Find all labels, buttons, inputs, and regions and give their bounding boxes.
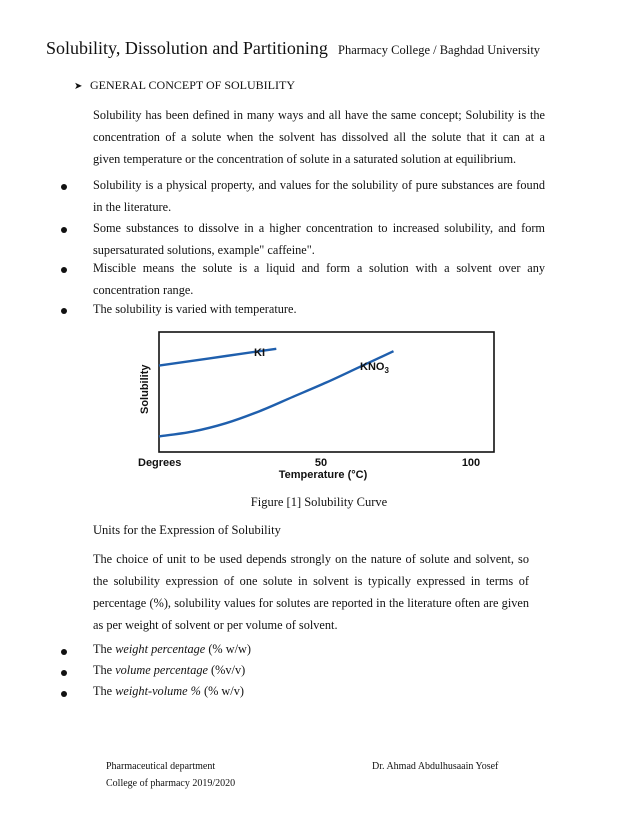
bullet-line: concentration range. — [93, 283, 194, 297]
bullet-dot-icon — [61, 267, 67, 273]
solubility-curve-chart — [128, 324, 508, 484]
units-heading: Units for the Expression of Solubility — [93, 523, 281, 537]
units-line: as per weight of solvent or per volume of solvent. — [93, 618, 338, 632]
arrow-bullet-icon: ➤ — [74, 81, 83, 92]
institution-label: Pharmacy College / Baghdad University — [338, 43, 541, 57]
series-label-kno3-subscript: 3 — [384, 366, 389, 375]
bullet-line: Some substances to dissolve in a higher concentration to increased solubility, and form — [93, 221, 545, 235]
units-line: percentage (%), solubility values for solutes are reported in the literature often are given — [93, 596, 529, 610]
footer-college: College of pharmacy 2019/2020 — [106, 778, 236, 789]
bullet-dot-icon — [61, 670, 67, 676]
bullet-item — [93, 298, 545, 320]
bullet-line: Solubility is a physical property, and values for the solubility of pure substances are found — [93, 178, 545, 192]
bullet-dot-icon — [61, 227, 67, 233]
intro-paragraph — [93, 104, 545, 170]
unit-suffix: (% w/v) — [204, 684, 244, 698]
unit-item — [93, 642, 251, 657]
unit-item — [93, 684, 244, 699]
bullet-item — [93, 217, 545, 261]
bullet-line: Miscible means the solute is a liquid and form a solution with a solvent over any — [93, 261, 545, 275]
unit-term: weight percentage — [115, 642, 206, 656]
bullet-dot-icon — [61, 184, 67, 190]
intro-line: Solubility has been defined in many ways and all have the same concept; Solubility is the — [93, 108, 545, 122]
footer-author: Dr. Ahmad Abdulhusaain Yosef — [372, 761, 499, 772]
unit-prefix: The — [93, 642, 113, 656]
page-title: Solubility, Dissolution and Partitioning — [46, 38, 328, 58]
section-heading-text: GENERAL CONCEPT OF SOLUBILITY — [90, 78, 296, 92]
units-line: The choice of unit to be used depends strongly on the nature of solute and solvent, so — [93, 552, 529, 566]
bullet-dot-icon — [61, 308, 67, 314]
x-tick-label: 50 — [314, 457, 328, 469]
y-axis-label: Solubility — [139, 364, 151, 414]
unit-term: volume percentage — [115, 663, 208, 677]
units-paragraph — [93, 548, 529, 636]
x-tick-label: 100 — [461, 457, 481, 469]
intro-line: given temperature or the concentration of solute in a saturated solution at equilibrium. — [93, 152, 517, 166]
intro-line: concentration of a solute when the solvent has dissolved all the solute that it can at a — [93, 130, 545, 144]
x-tick-label: Degrees — [138, 457, 182, 469]
bullet-dot-icon — [61, 649, 67, 655]
bullet-line: The solubility is varied with temperature. — [93, 302, 297, 316]
series-line-kno3 — [159, 351, 394, 436]
section-heading — [74, 78, 295, 93]
series-label-kno3-base: KNO — [360, 361, 385, 373]
figure-caption: Figure [1] Solubility Curve — [250, 495, 388, 509]
unit-term: weight-volume % — [115, 684, 201, 698]
bullet-dot-icon — [61, 691, 67, 697]
series-label-ki: KI — [254, 347, 265, 359]
bullet-line: supersaturated solutions, example" caffeine". — [93, 243, 315, 257]
series-label-kno3 — [360, 361, 389, 375]
units-line: the solubility expression of one solute in solvent is typically expressed in terms of — [93, 574, 529, 588]
bullet-item — [93, 174, 545, 218]
bullet-item — [93, 257, 545, 301]
x-axis-label: Temperature (°C) — [278, 469, 368, 481]
unit-prefix: The — [93, 684, 113, 698]
unit-prefix: The — [93, 663, 113, 677]
bullet-line: in the literature. — [93, 200, 172, 214]
unit-suffix: (% w/w) — [208, 642, 252, 656]
unit-item — [93, 663, 245, 678]
unit-suffix: (%v/v) — [211, 663, 246, 677]
plot-frame — [159, 332, 494, 452]
footer-department: Pharmaceutical department — [106, 761, 216, 772]
